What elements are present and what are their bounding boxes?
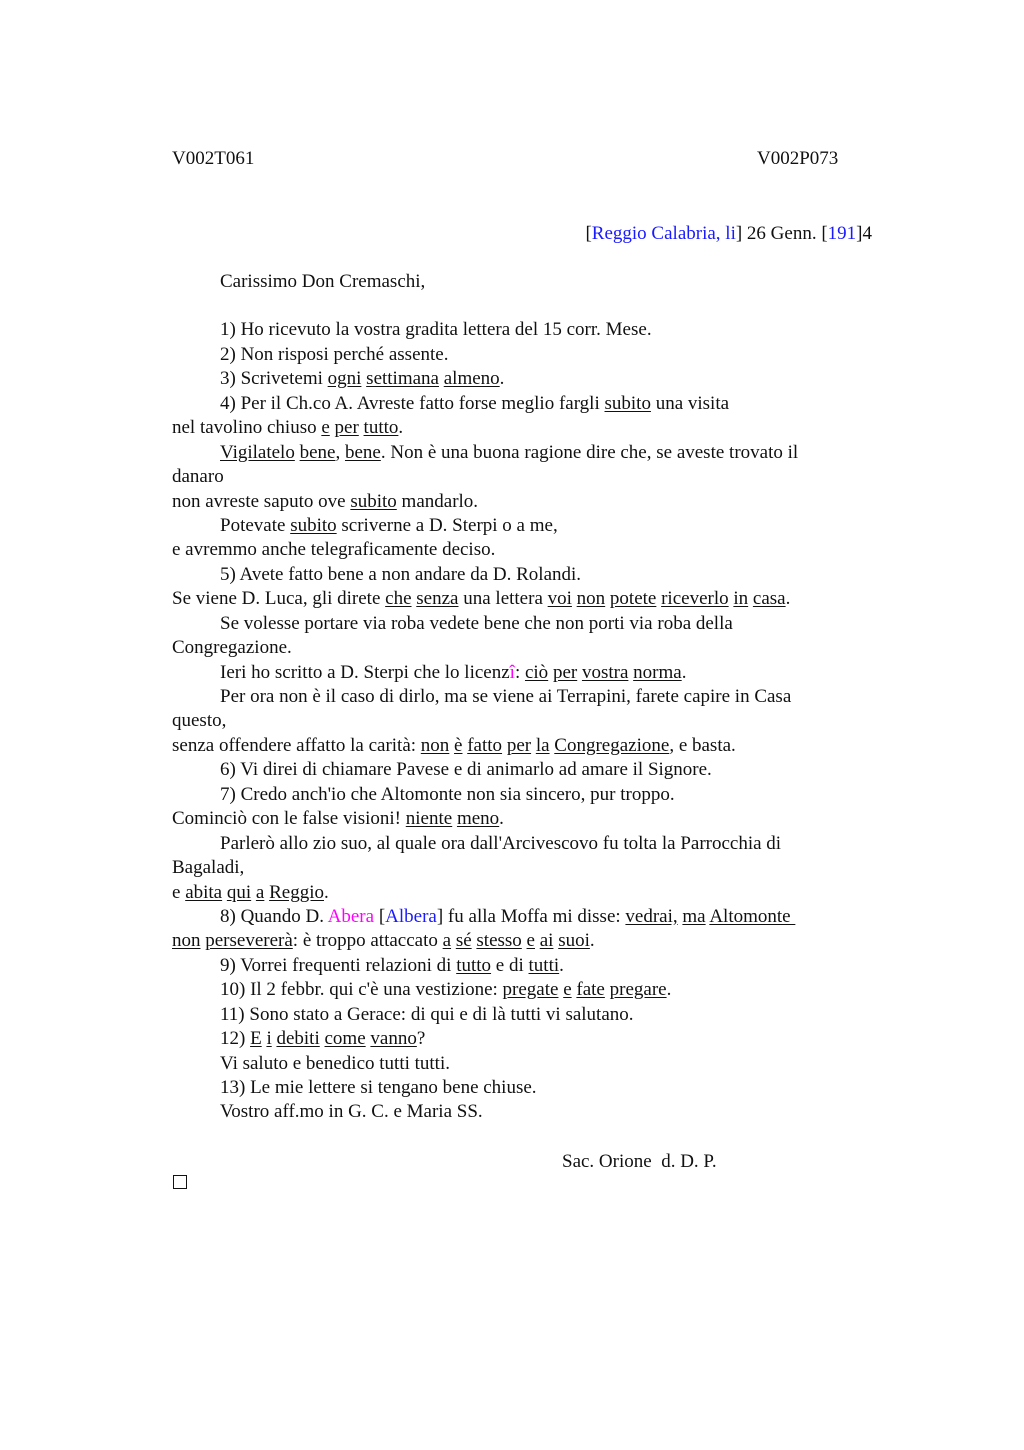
text-line: Vostro aff.mo in G. C. e Maria SS. — [220, 1101, 483, 1122]
text-line: 10) Il 2 febbr. qui c'è una vestizione: pregate e fate pregare. — [220, 979, 672, 1000]
text-line: 3) Scrivetemi ogni settimana almeno. — [220, 368, 505, 389]
name-original: Abera — [327, 906, 375, 927]
text-line: e abita qui a Reggio. — [172, 882, 329, 903]
text-line: Se viene D. Luca, gli direte che senza una lettera voi non potete riceverlo in casa. — [172, 588, 791, 609]
document-code-left: V002T061 — [172, 148, 255, 169]
dateline: [Reggio Calabria, li] 26 Genn. [191]4 — [585, 223, 872, 244]
text-line: 9) Vorrei frequenti relazioni di tutto e di tutti. — [220, 955, 564, 976]
salutation: Carissimo Don Cremaschi, — [220, 271, 426, 292]
text-line: nel tavolino chiuso e per tutto. — [172, 417, 404, 438]
text-line: 5) Avete fatto bene a non andare da D. Rolandi. — [220, 564, 582, 585]
text-line: e avremmo anche telegraficamente deciso. — [172, 539, 496, 560]
text-line: Vi saluto e benedico tutti tutti. — [220, 1053, 450, 1074]
dateline-year-part: 191 — [827, 223, 857, 244]
text-line: Per ora non è il caso di dirlo, ma se viene ai Terrapini, farete capire in Casa — [220, 686, 792, 707]
text-line: 4) Per il Ch.co A. Avreste fatto forse meglio fargli subito una visita — [220, 393, 730, 414]
signature: Sac. Orione d. D. P. — [562, 1151, 717, 1172]
text-line: Cominciò con le false visioni! niente meno. — [172, 808, 504, 829]
text-line: 1) Ho ricevuto la vostra gradita lettera del 15 corr. Mese. — [220, 319, 652, 340]
text-line: 13) Le mie lettere si tengano bene chiuse. — [220, 1077, 537, 1098]
text-line: Parlerò allo zio suo, al quale ora dall'Arcivescovo fu tolta la Parrocchia di — [220, 833, 782, 854]
text-line: non persevererà: è troppo attaccato a sé stesso e ai suoi. — [172, 930, 595, 951]
text-line: Ieri ho scritto a D. Sterpi che lo licenzî: ciò per vostra norma. — [220, 662, 687, 683]
text-line: Congregazione. — [172, 637, 292, 658]
end-marker-box — [173, 1175, 187, 1189]
text-line: 11) Sono stato a Gerace: di qui e di là tutti vi salutano. — [220, 1004, 634, 1025]
text-line: danaro — [172, 466, 224, 487]
text-line: senza offendere affatto la carità: non è fatto per la Congregazione, e basta. — [172, 735, 736, 756]
text-line: Vigilatelo bene, bene. Non è una buona ragione dire che, se aveste trovato il — [220, 442, 799, 463]
document-code-right: V002P073 — [757, 148, 839, 169]
text-line: 12) E i debiti come vanno? — [220, 1028, 426, 1049]
text-line: Potevate subito scriverne a D. Sterpi o a me, — [220, 515, 558, 536]
text-line: 6) Vi direi di chiamare Pavese e di animarlo ad amare il Signore. — [220, 759, 712, 780]
text-line: 7) Credo anch'io che Altomonte non sia sincero, pur troppo. — [220, 784, 675, 805]
text-line: non avreste saputo ove subito mandarlo. — [172, 491, 479, 512]
text-line: 8) Quando D. Abera [Albera] fu alla Moffa mi disse: vedrai, ma Altomonte — [220, 906, 796, 927]
text-line: Bagaladi, — [172, 857, 245, 878]
text-line: Se volesse portare via roba vedete bene che non porti via roba della — [220, 613, 733, 634]
dateline-place: Reggio Calabria, li — [591, 223, 736, 244]
name-correction: Albera — [385, 906, 437, 927]
text-line: 2) Non risposi perché assente. — [220, 344, 449, 365]
text-line: questo, — [172, 710, 227, 731]
